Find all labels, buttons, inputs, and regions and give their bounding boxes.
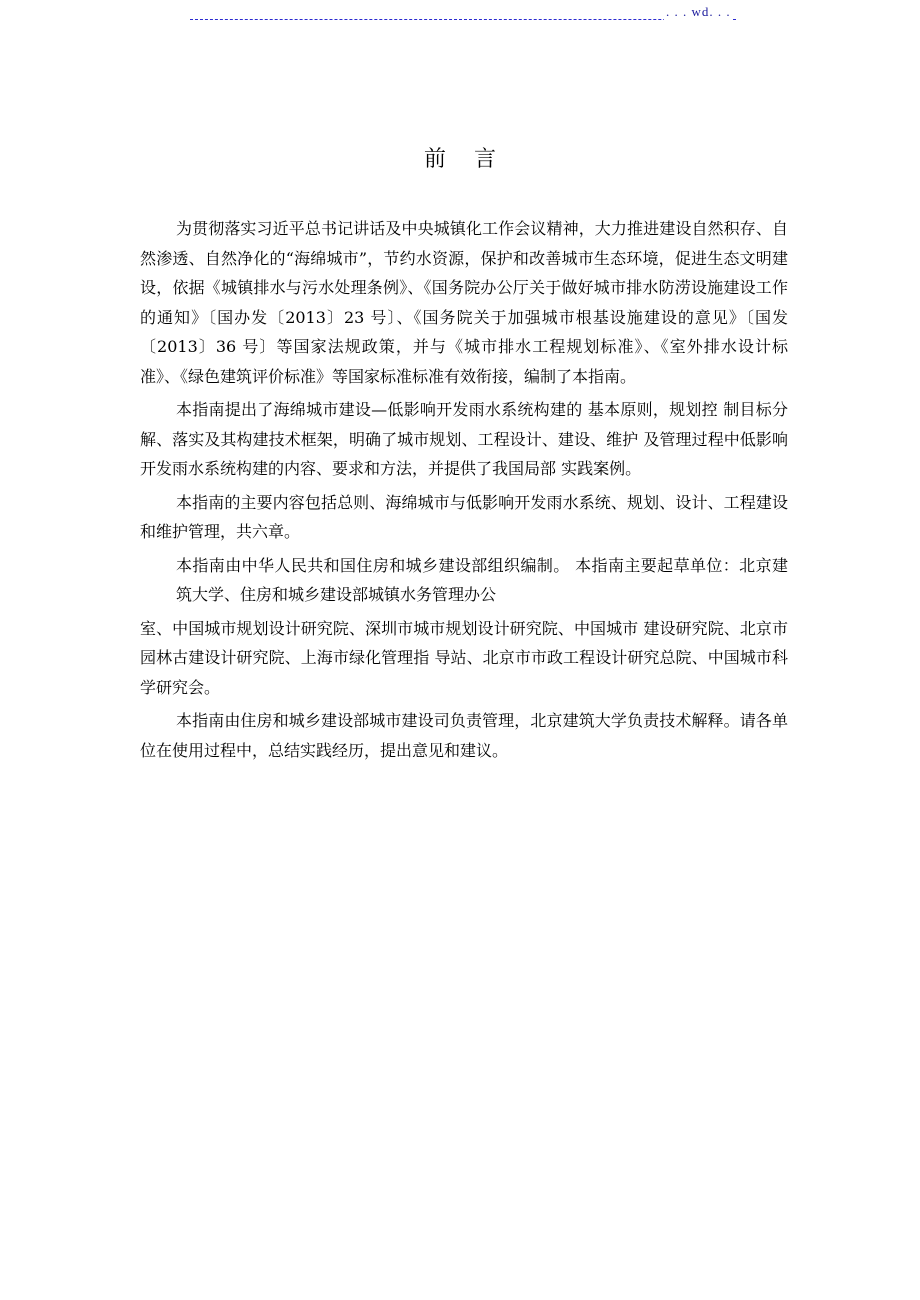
paragraph-2: 本指南提出了海绵城市建设—低影响开发雨水系统构建的 基本原则，规划控 制目标分解、落实及其构建技术框架，明确了城市规划、工程设计、建设、维护 及管理过程中低影响开发雨水系统构建的内容、要求和方法，并提供了我国局部 实践案例。 [140, 400, 788, 478]
paragraph-4: 本指南由中华人民共和国住房和城乡建设部组织编制。 本指南主要起草单位：北京建筑大学、住房和城乡建设部城镇水务管理办公 [176, 555, 788, 604]
paragraph-3: 本指南的主要内容包括总则、海绵城市与低影响开发雨水系统、规划、设计、工程建设和维护管理，共六章。 [140, 492, 788, 541]
header-dashed-rule [190, 19, 736, 20]
header-mark: . . . wd. . . [666, 4, 731, 19]
paragraph-6: 本指南由住房和城乡建设部城市建设司负责管理，北京建筑大学负责技术解释。请各单位在使用过程中，总结实践经历，提出意见和建议。 [140, 711, 788, 760]
page-title: 前言 [423, 147, 524, 172]
paragraph-1: 为贯彻落实习近平总书记讲话及中央城镇化工作会议精神，大力推进建设自然积存、自然渗透、自然净化的“海绵城市”，节约水资源，保护和改善城市生态环境，促进生态文明建设，依据《城镇排水与污水处理条例》、《国务院办公厅关于做好城市排水防涝设施建设工作的通知》〔国办发〔2013〕23 号〕、《国务院关于加强城市根基设施建设的意见》〔国发〔2013〕36 号〕等国家法规政策，并与《城市排水工程规划标准》、《室外排水设计标准》、《绿色建筑评价标准》等国家标准标准有效衔接，编制了本指南。 [140, 219, 788, 386]
paragraph-5: 室、中国城市规划设计研究院、深圳市城市规划设计研究院、中国城市 建设研究院、北京市园林古建设计研究院、上海市绿化管理指 导站、北京市市政工程设计研究总院、中国城市科学研究会。 [140, 618, 788, 697]
body-text [140, 214, 788, 769]
